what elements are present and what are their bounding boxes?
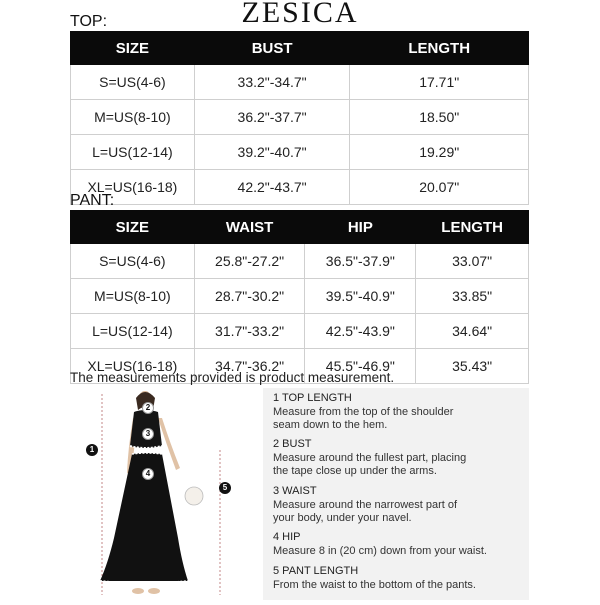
header-length: LENGTH xyxy=(416,211,529,244)
header-size: SIZE xyxy=(71,32,195,65)
cell-size: S=US(4-6) xyxy=(71,65,195,100)
brand-logo: ZESICA xyxy=(241,0,359,29)
header-size: SIZE xyxy=(71,211,195,244)
instruction-hip xyxy=(273,531,487,558)
instruction-line: the tape close up under the arms. xyxy=(273,465,437,477)
model-illustration xyxy=(70,388,260,600)
cell-hip: 42.5"-43.9" xyxy=(305,314,416,349)
marker-3: 3 xyxy=(142,428,154,440)
header-waist: WAIST xyxy=(194,211,305,244)
pant-section-label: PANT: xyxy=(70,192,115,209)
table-header-row xyxy=(71,211,529,244)
cell-size: L=US(12-14) xyxy=(71,135,195,170)
cell-length: 20.07" xyxy=(350,170,529,205)
instruction-title: 3 WAIST xyxy=(273,485,317,497)
marker-5: 5 xyxy=(219,482,231,494)
cell-length: 35.43" xyxy=(416,349,529,384)
instruction-title: 2 BUST xyxy=(273,438,312,450)
cell-length: 18.50" xyxy=(350,100,529,135)
cell-length: 17.71" xyxy=(350,65,529,100)
marker-2: 2 xyxy=(142,402,154,414)
table-row xyxy=(71,65,529,100)
cell-bust: 33.2"-34.7" xyxy=(194,65,350,100)
cell-length: 33.07" xyxy=(416,244,529,279)
cell-length: 34.64" xyxy=(416,314,529,349)
cell-waist: 25.8"-27.2" xyxy=(194,244,305,279)
header-hip: HIP xyxy=(305,211,416,244)
dress-figure xyxy=(70,388,260,600)
instruction-line: your body, under your navel. xyxy=(273,512,412,524)
cell-waist: 28.7"-30.2" xyxy=(194,279,305,314)
cell-size: M=US(8-10) xyxy=(71,279,195,314)
instruction-top-length xyxy=(273,392,453,433)
cell-length: 33.85" xyxy=(416,279,529,314)
cell-waist: 34.7"-36.2" xyxy=(194,349,305,384)
table-header-row xyxy=(71,32,529,65)
table-row xyxy=(71,314,529,349)
cell-bust: 36.2"-37.7" xyxy=(194,100,350,135)
instruction-line: Measure around the narrowest part of xyxy=(273,498,458,511)
cell-bust: 42.2"-43.7" xyxy=(194,170,350,205)
marker-4: 4 xyxy=(142,468,154,480)
table-row xyxy=(71,170,529,205)
cell-hip: 36.5"-37.9" xyxy=(305,244,416,279)
instruction-line: Measure 8 in (20 cm) down from your waist. xyxy=(273,544,487,557)
header-bust: BUST xyxy=(194,32,350,65)
instruction-bust xyxy=(273,438,466,479)
cell-length: 19.29" xyxy=(350,135,529,170)
cell-waist: 31.7"-33.2" xyxy=(194,314,305,349)
cell-size: XL=US(16-18) xyxy=(71,170,195,205)
table-row xyxy=(71,279,529,314)
instruction-line: From the waist to the bottom of the pants. xyxy=(273,578,476,591)
instruction-waist xyxy=(273,485,457,526)
instruction-line: Measure from the top of the shoulder xyxy=(273,405,454,418)
instruction-title: 1 TOP LENGTH xyxy=(273,392,352,404)
top-size-table xyxy=(70,31,529,205)
cell-size: XL=US(16-18) xyxy=(71,349,195,384)
table-row xyxy=(71,244,529,279)
cell-size: L=US(12-14) xyxy=(71,314,195,349)
table-row xyxy=(71,100,529,135)
instruction-pant-length xyxy=(273,565,476,592)
cell-size: S=US(4-6) xyxy=(71,244,195,279)
cell-bust: 39.2"-40.7" xyxy=(194,135,350,170)
instruction-line: Measure around the fullest part, placing xyxy=(273,451,467,464)
cell-hip: 39.5"-40.9" xyxy=(305,279,416,314)
table-row xyxy=(71,135,529,170)
cell-size: M=US(8-10) xyxy=(71,100,195,135)
cell-hip: 45.5"-46.9" xyxy=(305,349,416,384)
measurement-note: The measurements provided is product measurement. xyxy=(70,370,395,385)
marker-1: 1 xyxy=(86,444,98,456)
instruction-title: 5 PANT LENGTH xyxy=(273,565,359,577)
instruction-title: 4 HIP xyxy=(273,531,301,543)
top-section-label: TOP: xyxy=(70,13,108,30)
instruction-line: seam down to the hem. xyxy=(273,419,388,431)
measurement-instructions xyxy=(263,388,529,600)
pant-size-table xyxy=(70,210,529,384)
header-length: LENGTH xyxy=(350,32,529,65)
